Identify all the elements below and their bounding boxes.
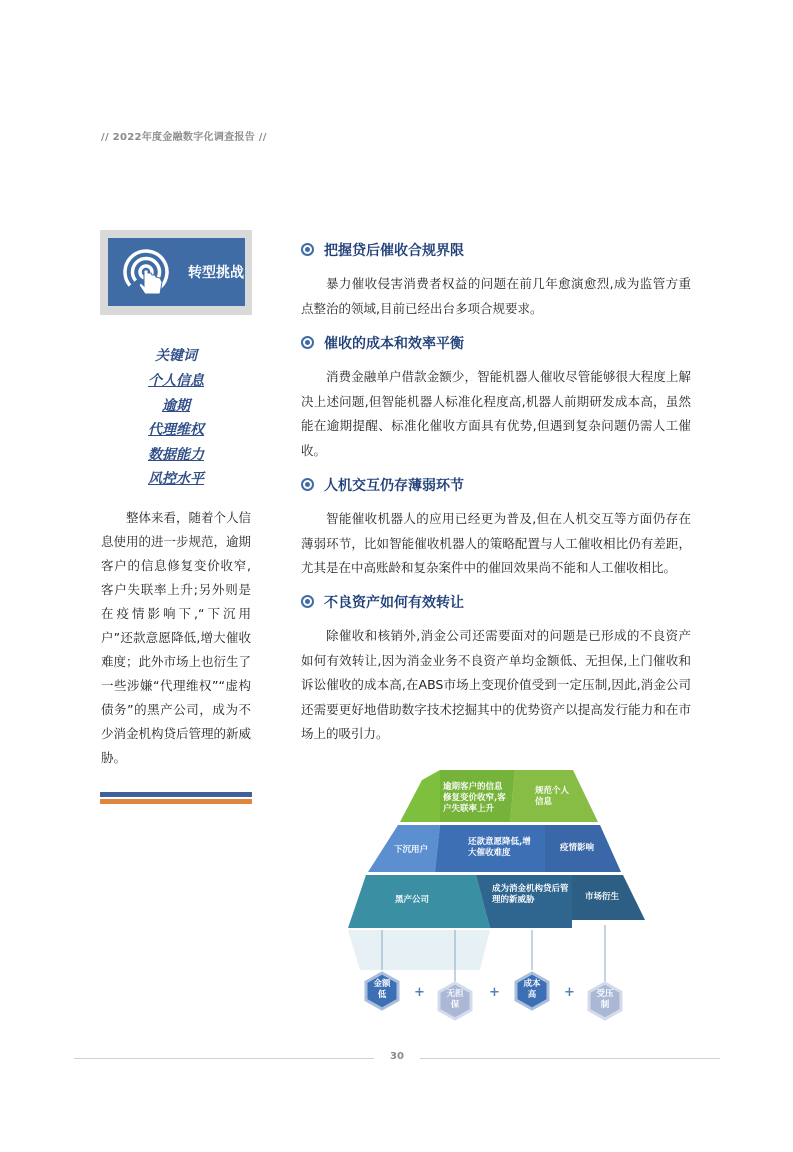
bullet-ring-icon [301, 478, 314, 491]
badge-panel [108, 238, 245, 306]
page-number: 30 [390, 1051, 404, 1062]
plus-sign: + [489, 985, 500, 1000]
challenge-pyramid [340, 770, 660, 1025]
section-text-2: 消费金融单户借款金额少，智能机器人催收尽管能够很大程度上解决上述问题,但智能机器人标准化程度高,机器人前期研发成本高，虽然能在逾期提醒、标准化催收方面具有优势,但遇到复杂问题仍需人工催收。 [301, 369, 691, 458]
mid-desc-text: 还款意愿降低,增大催收难度 [468, 837, 531, 858]
mid-tag-text: 疫情影响 [560, 843, 595, 853]
summary-text: 整体来看，随着个人信息使用的进一步规范，逾期客户的信息修复变价收窄,客户失联率上升;另外则是在疫情影响下,“下沉用户”还款意愿降低,增大催收难度；此外市场上也衍生了一些涉嫌“代理维权”“虚构债务”的黑产公司，成为不少消金机构贷后管理的新威胁。 [101, 510, 252, 765]
bot-left-text: 黑产公司 [395, 895, 430, 905]
section-title-1: 把握贷后催收合规界限 [301, 240, 464, 260]
report-header: // 2022年度金融数字化调查报告 // [101, 132, 267, 143]
bullet-ring-icon [301, 243, 314, 256]
badge-label: 转型挑战 [188, 265, 244, 281]
section-text-3: 智能催收机器人的应用已经更为普及,但在人机交互等方面仍存在薄弱环节，比如智能催收机器人的策略配置与人工催收相比仍有差距，尤其是在中高账龄和复杂案件中的催回效果尚不能和人工催收相比。 [301, 511, 691, 575]
plus-sign: + [564, 985, 575, 1000]
bullet-ring-icon [301, 595, 314, 608]
top-tag-text: 规范个人信息 [535, 786, 570, 807]
keyword-item[interactable]: 代理维权 [148, 422, 204, 438]
touch-icon [122, 246, 176, 300]
orange-bar [100, 799, 252, 804]
keyword-item[interactable]: 数据能力 [148, 446, 204, 463]
keywords-block [100, 344, 252, 492]
top-desc-text: 逾期客户的信息修复变价收窄,客户失联率上升 [443, 782, 506, 814]
section-title-2: 催收的成本和效率平衡 [301, 333, 464, 353]
footer-rule-right [420, 1058, 720, 1059]
decor-bars [100, 792, 252, 804]
section-text-1: 暴力催收侵害消费者权益的问题在前几年愈演愈烈,成为监管方重点整治的领域,目前已经出台多项合规要求。 [301, 276, 691, 316]
hex-label: 金额低 [373, 979, 391, 1000]
section-title-4: 不良资产如何有效转让 [301, 592, 464, 612]
keywords-title: 关键词 [155, 348, 197, 364]
keyword-item[interactable]: 逾期 [162, 397, 190, 414]
plus-sign: + [414, 985, 425, 1000]
transformation-badge [100, 230, 252, 315]
keyword-item[interactable]: 风控水平 [148, 471, 204, 487]
pyramid-reflection [348, 930, 490, 970]
section-text-4: 除催收和核销外,消金公司还需要面对的问题是已形成的不良资产如何有效转让,因为消金业务不良资产单均金额低、无担保,上门催收和诉讼催收的成本高,在ABS市场上变现价值受到一定压制,因此,消金公司还需要更好地借助数字技术挖掘其中的优势资产以提高发行能力和在市场上的吸引力。 [301, 628, 691, 741]
section-title-3: 人机交互仍存薄弱环节 [301, 475, 464, 495]
hex-label: 成本高 [523, 979, 541, 1000]
hex-label: 无担保 [446, 989, 464, 1010]
top-left-facet [400, 770, 440, 822]
keyword-item[interactable]: 个人信息 [148, 373, 204, 389]
mid-left-text: 下沉用户 [394, 845, 429, 855]
bullet-ring-icon [301, 336, 314, 349]
hex-label: 受压制 [596, 989, 614, 1010]
bot-tag-text: 市场衍生 [585, 892, 620, 902]
bot-desc-text: 成为消金机构贷后管理的新威胁 [492, 884, 569, 905]
footer-rule-left [74, 1058, 374, 1059]
blue-bar [100, 792, 252, 797]
